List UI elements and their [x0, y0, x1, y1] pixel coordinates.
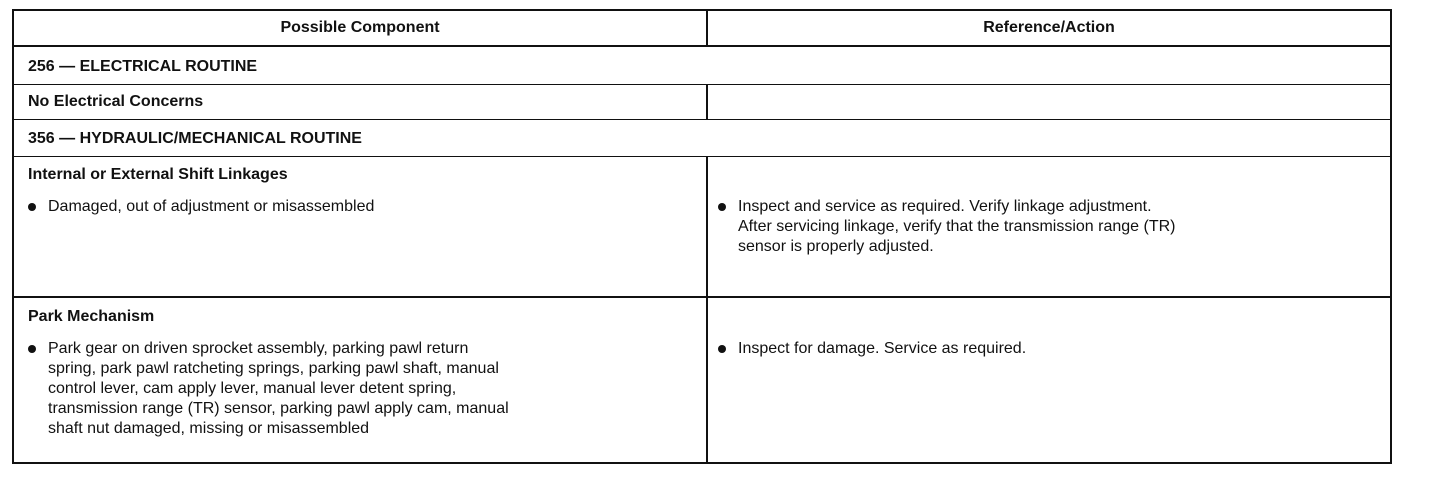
park-mechanism-action-text: Inspect for damage. Service as required. [738, 340, 1027, 357]
row-rule [14, 296, 1390, 298]
row-rule [14, 119, 1390, 120]
bullet-icon [28, 203, 36, 211]
column-divider [706, 85, 708, 120]
row-rule [14, 156, 1390, 157]
bullet-icon [718, 203, 726, 211]
diagnostic-table [12, 9, 1392, 464]
header-reference-action: Reference/Action [983, 19, 1115, 36]
routine-hydraulic-mechanical: 356 — HYDRAULIC/MECHANICAL ROUTINE [28, 130, 362, 147]
shift-linkages-action [718, 197, 1176, 257]
header-possible-component: Possible Component [280, 19, 440, 36]
bullet-icon [28, 345, 36, 353]
row-rule [14, 84, 1390, 85]
bullet-icon [718, 345, 726, 353]
header-rule [14, 45, 1390, 47]
row-shift-linkages-title: Internal or External Shift Linkages [28, 166, 288, 183]
shift-linkages-condition: Damaged, out of adjustment or misassembled [48, 198, 375, 215]
park-mechanism-action [718, 339, 1026, 359]
row-no-electrical-concerns: No Electrical Concerns [28, 93, 204, 110]
shift-linkages-bullet [28, 197, 374, 217]
park-mechanism-condition: Park gear on driven sprocket assembly, parking pawl return spring, park pawl ratcheting springs, parking pawl shaft, manual control lever, cam apply lever, manual lever detent spring, transmission range (TR) sensor, parking pawl apply cam, manual shaft nut damaged, missing or misassembled [48, 340, 509, 437]
park-mechanism-bullet [28, 339, 509, 439]
column-divider [706, 157, 708, 464]
row-park-mechanism-title: Park Mechanism [28, 308, 155, 325]
shift-linkages-action-text: Inspect and service as required. Verify linkage adjustment. After servicing linkage, verify that the transmission range (TR) sensor is properly adjusted. [738, 198, 1176, 255]
routine-electrical: 256 — ELECTRICAL ROUTINE [28, 58, 258, 75]
